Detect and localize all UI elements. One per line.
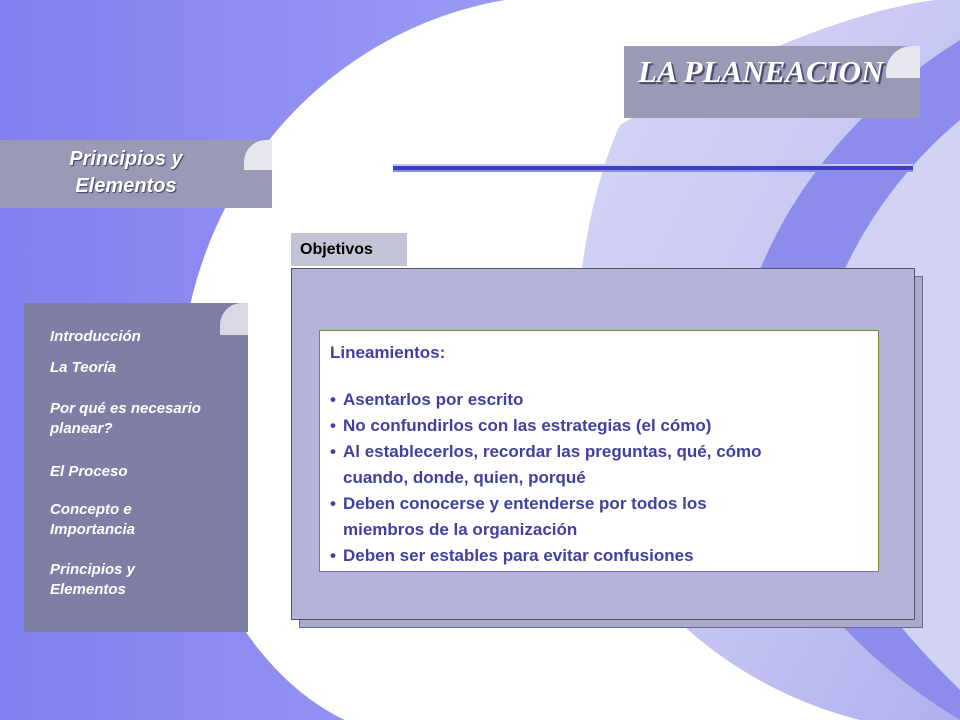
tab-objetivos[interactable] (291, 233, 407, 266)
bullet-text: Deben ser estables para evitar confusiones (343, 546, 694, 565)
content-box (319, 330, 879, 572)
menu-item-label: Concepto e (50, 501, 132, 518)
section-title-line1: Principios y (69, 148, 183, 170)
menu-item-label: Principios y (50, 561, 136, 578)
menu-item-label: El Proceso (50, 463, 128, 480)
menu-item-label: planear? (50, 420, 113, 437)
bullet-text: Al establecerlos, recordar las preguntas, qué, cómo (343, 442, 762, 461)
menu-item-principios-elementos[interactable] (50, 560, 250, 600)
bullet-dot-icon: • (330, 442, 336, 461)
bullet-text: Deben conocerse y entenderse por todos los (343, 494, 707, 513)
menu-item-label: Introducción (50, 328, 141, 345)
bullet-dot-icon: • (330, 546, 336, 565)
content-heading: Lineamientos: (330, 343, 446, 362)
bullet-item (330, 543, 762, 569)
menu-item-label: Por qué es necesario (50, 400, 201, 417)
bullet-dot-icon: • (330, 494, 336, 513)
menu-item-label: Importancia (50, 521, 136, 538)
bullet-item (330, 387, 762, 413)
title-box (624, 46, 920, 118)
menu-item-por-que-planear[interactable] (50, 399, 250, 439)
bullet-text: Asentarlos por escrito (343, 390, 524, 409)
tab-label: Objetivos (300, 241, 373, 258)
section-title (0, 146, 252, 200)
menu-item-label: La Teoría (50, 359, 117, 376)
page-title: LA PLANEACION (638, 54, 884, 89)
menu-item-concepto-importancia[interactable] (50, 500, 250, 540)
section-header-box (0, 140, 272, 208)
bullet-item (330, 413, 762, 439)
bullet-item (330, 491, 762, 543)
menu-item-introduccion[interactable] (50, 327, 250, 347)
bullet-text-cont: miembros de la organización (343, 520, 578, 539)
bullet-dot-icon: • (330, 416, 336, 435)
menu-item-label: Elementos (50, 581, 126, 598)
bullet-text: No confundirlos con las estrategias (el cómo) (343, 416, 712, 435)
menu-item-la-teoria[interactable] (50, 358, 250, 378)
section-title-line2: Elementos (75, 175, 177, 197)
bullet-dot-icon: • (330, 390, 336, 409)
menu-item-el-proceso[interactable] (50, 462, 250, 482)
bullet-list (330, 387, 762, 569)
title-underline-rule (393, 164, 913, 172)
title-corner-tab (886, 46, 920, 78)
bullet-text-cont: cuando, donde, quien, porqué (343, 468, 586, 487)
bullet-item (330, 439, 762, 491)
